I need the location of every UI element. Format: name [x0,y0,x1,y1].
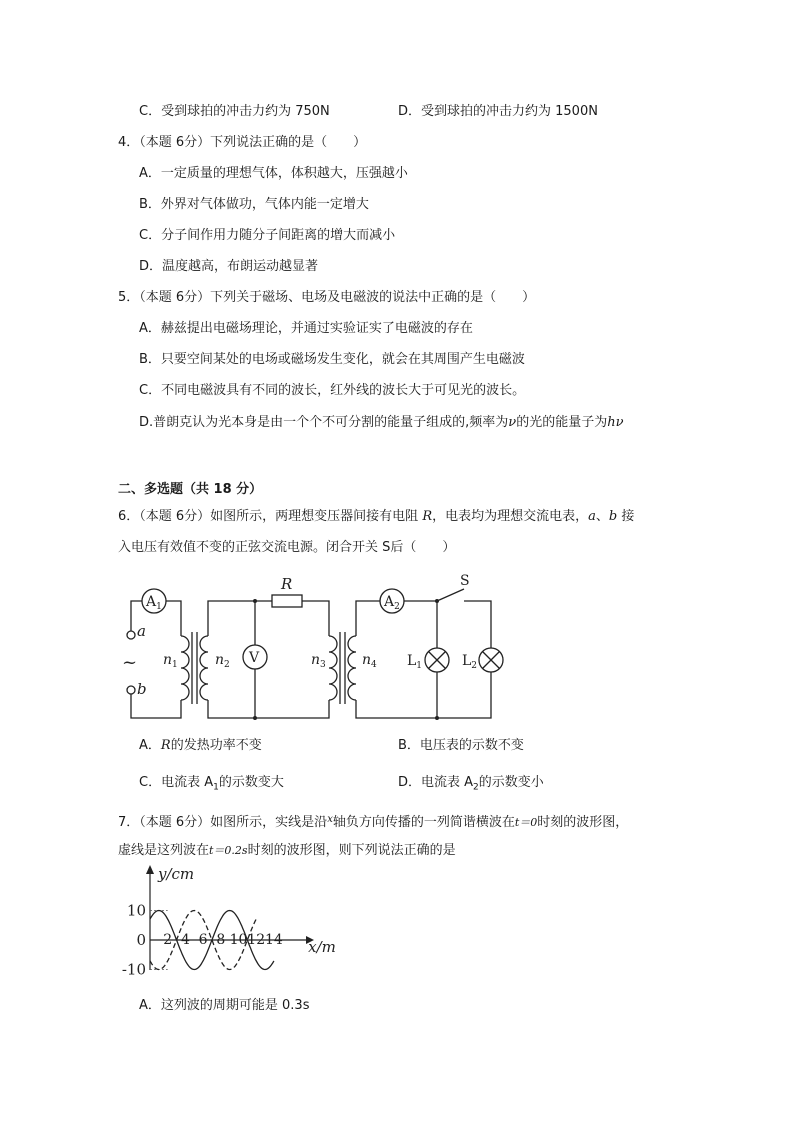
q6-option-d: D．电流表 $A_2$的示数变小 [398,775,544,793]
q6-option-c: C．电流表 $A_1$的示数变大 [139,775,284,793]
y-axis-label: y/cm [158,865,195,883]
x-tick-label: 2 [163,932,173,948]
q4-option-b: B．外界对气体做功，气体内能一定增大 [139,197,369,212]
x-tick-label: 12 [247,932,266,948]
q6-option-a: A．R的发热功率不变 [139,738,262,753]
q5-option-d: D.普朗克认为光本身是由一个个不可分割的能量子组成的,频率为ν的光的能量子为hν [139,415,624,430]
ammeter-a1-label: $A_1$ [146,594,162,612]
x-tick-label: 10 [229,932,248,948]
q4-option-a: A．一定质量的理想气体，体积越大，压强越小 [139,166,408,181]
y-tick-label: 0 [136,931,146,949]
q4-option-c: C．分子间作用力随分子间距离的增大而减小 [139,228,396,243]
winding-n1-label: $n_1$ [163,652,178,670]
q3-option-c: C．受到球拍的冲击力约为 750N [139,104,330,119]
q6-stem-line2: 入电压有效值不变的正弦交流电源。闭合开关 S后（ ） [118,540,456,555]
q7-option-a: A．这列波的周期可能是 0.3s [139,998,310,1013]
winding-n4-label: $n_4$ [362,652,377,670]
q7-stem-line1: 7．（本题 6分）如图所示，实线是沿$^x$轴负方向传播的一列简谐横波在t＝0时刻的波形图， [118,814,629,830]
ammeter-a2-label: $A_2$ [384,594,400,612]
voltmeter-label: V [249,650,260,666]
y-tick-label: -10 [121,960,146,979]
q5-option-b: B．只要空间某处的电场或磁场发生变化，就会在其周围产生电磁波 [139,352,525,367]
y-tick-label: 10 [126,901,146,920]
resistor-label: R [281,575,293,593]
x-tick-label: 14 [264,932,283,948]
wave-chart [110,862,350,982]
lamp-l1-label: $L_1$ [407,653,423,671]
q5-option-a: A．赫兹提出电磁场理论，并通过实验证实了电磁波的存在 [139,321,473,336]
section-title: 二、多选题（共 18 分） [118,482,263,497]
q6-option-b: B．电压表的示数不变 [398,738,524,753]
terminal-b-label: b [137,680,147,698]
q4-stem: 4．（本题 6分）下列说法正确的是（ ） [118,135,367,150]
winding-n2-label: $n_2$ [215,652,230,670]
x-tick-label: 6 [198,932,208,948]
x-axis-label: x/m [308,938,336,956]
q3-option-d: D．受到球拍的冲击力约为 1500N [398,104,598,119]
transformer-circuit-diagram [110,568,520,730]
q4-option-d: D．温度越高，布朗运动越显著 [139,259,319,274]
q7-stem-line2: 虚线是这列波在t＝0.2s时刻的波形图，则下列说法正确的是 [118,843,456,858]
ac-source-symbol: ~ [122,652,138,673]
winding-n3-label: $n_3$ [311,652,326,670]
q6-stem-line1: 6．（本题 6分）如图所示，两理想变压器间接有电阻 R，电表均为理想交流电表，a、b 接 [118,509,635,524]
lamp-l2-label: $L_2$ [462,653,478,671]
q5-option-c: C．不同电磁波具有不同的波长，红外线的波长大于可见光的波长。 [139,383,526,398]
x-tick-label: 4 [180,932,190,948]
q5-stem: 5．（本题 6分）下列关于磁场、电场及电磁波的说法中正确的是（ ） [118,290,536,305]
terminal-a-label: a [137,622,146,640]
y-axis-arrow [146,865,154,874]
switch-label: S [460,573,470,589]
x-tick-label: 8 [216,932,226,948]
